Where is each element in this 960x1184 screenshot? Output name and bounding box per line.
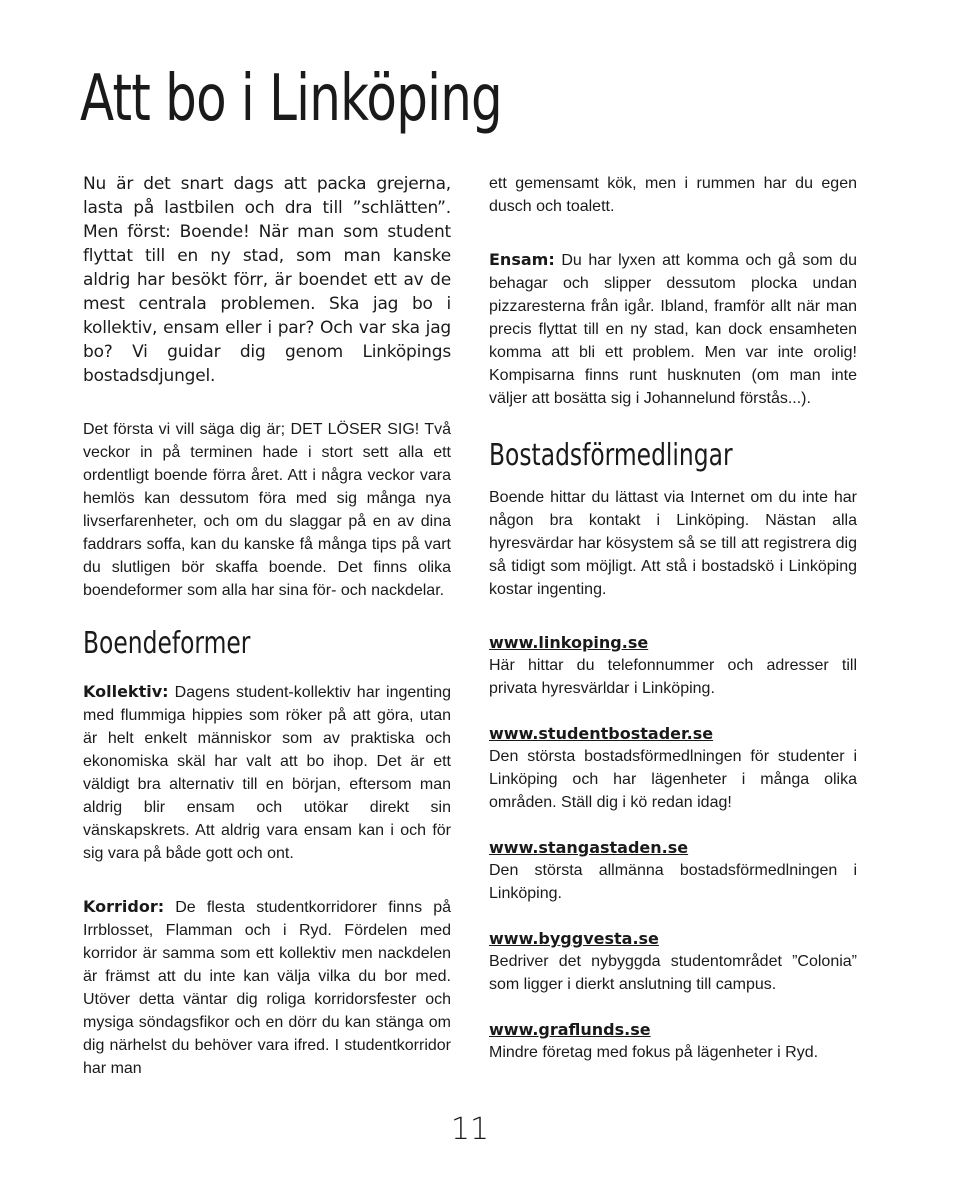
link-stangastaden[interactable]: www.stangastaden.se: [489, 838, 689, 857]
intro-paragraph: Nu är det snart dags att packa grejerna, lasta på lastbilen och dra till ”schlätten”. Men först: Boende! När man som student flyttat till en ny stad, som man kanske aldrig har besökt förr, är boendet ett av de mest centrala problemen. Ska jag bo i kollektiv, ensam eller i par? Och var ska jag bo? Vi guidar dig genom Linköpings bostadsdjungel.: [83, 174, 451, 386]
link-byggvesta[interactable]: www.byggvesta.se: [489, 929, 659, 948]
korridor-paragraph: [83, 895, 451, 1080]
bostad-intro-paragraph: Boende hittar du lättast via Internet om du inte har någon bra kontakt i Linköping. Nästan alla hyresvärdar har kösystem så se till att registrera dig så tidigt som möjligt. Att stå i bostadskö i Linköping kostar ingenting.: [489, 489, 857, 598]
link-entry: [489, 722, 857, 814]
link-description: Bedriver det nybyggda studentområdet ”Colonia” som ligger i dierkt anslutning till campus.: [489, 953, 857, 993]
kollektiv-paragraph: [83, 680, 451, 865]
korridor-text: De flesta studentkorridorer finns på Irrblosset, Flamman och i Ryd. Fördelen med korridor är samma som ett kollektiv men nackdelen är främst att du inte kan välja vilka du bor med. Utöver detta väntar dig roliga korridorsfester och mysiga söndagsfikor och en dörr du kan stänga om dig närhelst du behöver vara ifred. I studentkorridor har man: [83, 899, 451, 1077]
link-linkoping[interactable]: www.linkoping.se: [489, 633, 649, 652]
right-column: [489, 172, 857, 1064]
link-entry: [489, 631, 857, 700]
first-paragraph: Det första vi vill säga dig är; DET LÖSER SIG! Två veckor in på terminen hade i stort sett alla ett ordentligt boende förra året. Att i några veckor vara hemlös kan dessutom föra med sig många nya livserfarenheter, och om du slaggar på en av dina faddrars soffa, kan du kanske få många tips på vart du slutligen bör skaffa boende. Det finns olika boendeformer som alla har sina för- och nackdelar.: [83, 421, 451, 599]
link-studentbostader[interactable]: www.studentbostader.se: [489, 724, 714, 743]
ensam-lead: Ensam:: [489, 250, 555, 269]
link-description: Den största allmänna bostadsförmedlningen i Linköping.: [489, 862, 857, 902]
continuation-paragraph: ett gemensamt kök, men i rummen har du egen dusch och toalett.: [489, 175, 857, 215]
korridor-lead: Korridor:: [83, 897, 165, 916]
link-description: Den största bostadsförmedlningen för studenter i Linköping och har lägenheter i många olika områden. Ställ dig i kö redan idag!: [489, 748, 857, 811]
kollektiv-text: Dagens student-kollektiv har ingenting med flummiga hippies som röker på att göra, utan är helt enkelt människor som av praktiska och ekonomiska skäl har valt att bo ihop. Det är ett väldigt bra alternativ till en början, eftersom man aldrig blir ensam och utökar direkt sin vänskapskrets. Att aldrig vara ensam kan i och för sig vara på både gott och ont.: [83, 684, 451, 862]
link-entry: [489, 836, 857, 905]
link-description: Här hittar du telefonnummer och adresser till privata hyresvärldar i Linköping.: [489, 657, 857, 697]
heading-bostadsformedlingar: Bostadsförmedlingar: [489, 438, 733, 473]
link-entry: [489, 927, 857, 996]
heading-boendeformer: Boendeformer: [83, 626, 251, 661]
link-entry: [489, 1018, 857, 1064]
page-number: 11: [450, 1112, 490, 1147]
link-graflunds[interactable]: www.graflunds.se: [489, 1020, 651, 1039]
page-title: Att bo i Linköping: [80, 62, 502, 136]
ensam-text: Du har lyxen att komma och gå som du behagar och slipper dessutom plocka undan pizzaresterna från igår. Ibland, framför allt när man precis flyttat till en ny stad, kan dock ensamheten komma att bli ett problem. Men var inte orolig! Kompisarna finns runt husknuten (om man inte väljer att bosätta sig i Johannelund förstås...).: [489, 252, 857, 407]
left-column: [83, 172, 451, 1080]
link-description: Mindre företag med fokus på lägenheter i Ryd.: [489, 1044, 819, 1061]
kollektiv-lead: Kollektiv:: [83, 682, 169, 701]
ensam-paragraph: [489, 248, 857, 410]
